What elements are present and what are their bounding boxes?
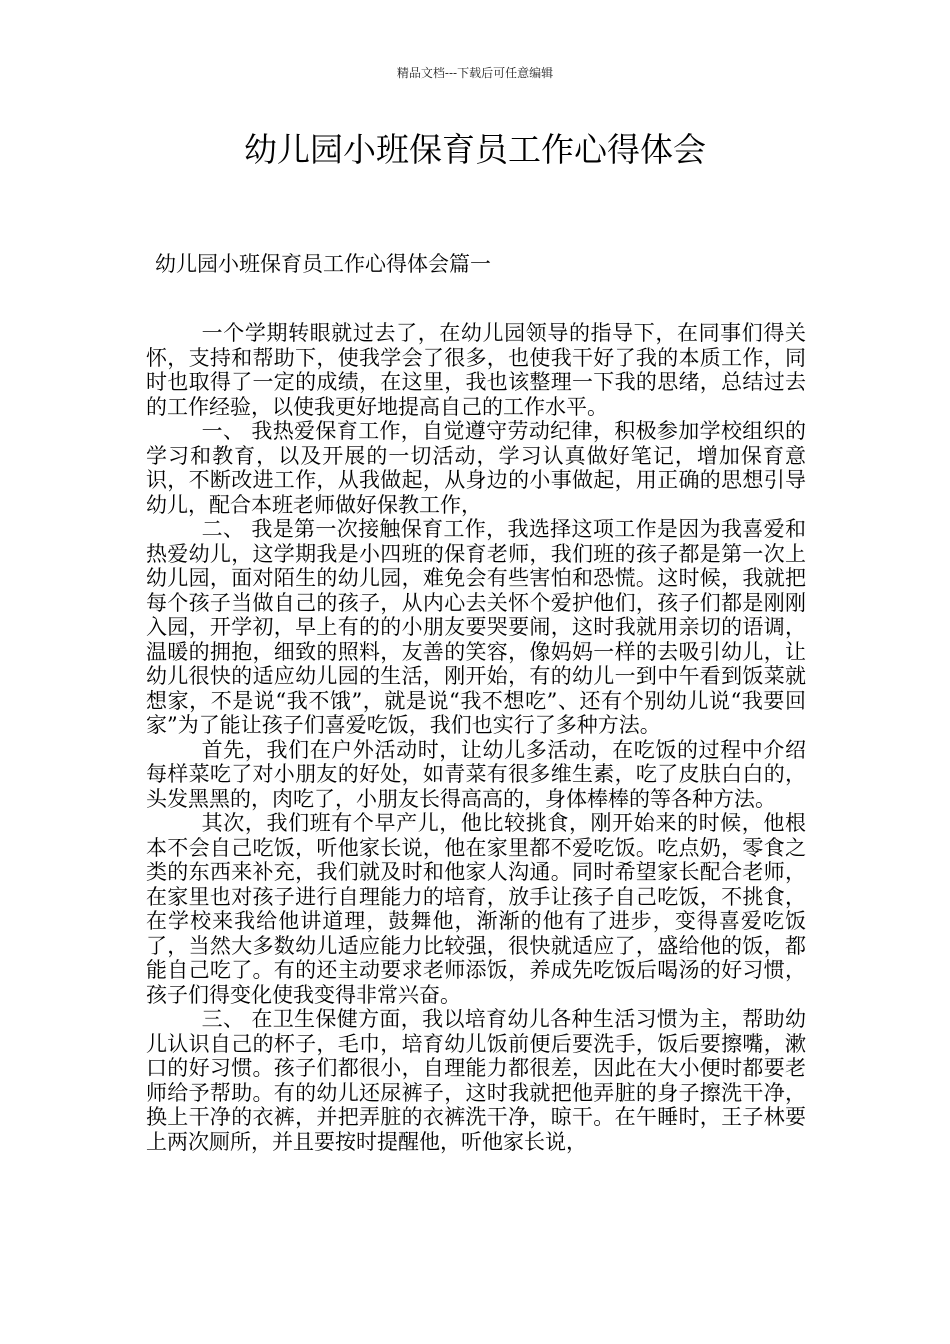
paragraph: 二、 我是第一次接触保育工作，我选择这项工作是因为我喜爱和热爱幼儿，这学期我是小四班的保育老师，我们班的孩子都是第一次上幼儿园，面对陌生的幼儿园，难免会有些害怕和恐慌。这时候，我就把每个孩子当做自己的孩子，从内心去关怀个爱护他们，孩子们都是刚刚入园，开学初，早上有的的小朋友要哭要闹，这时我就用亲切的语调，温暖的拥抱，细致的照料，友善的笑容，像妈妈一样的去吸引幼儿，让幼儿很快的适应幼儿园的生活，刚开始，有的幼儿一到中午看到饭菜就想家，不是说“我不饿”，就是说“我不想吃”、还有个别幼儿说“我要回家”为了能让孩子们喜爱吃饭，我们也实行了多种方法。 <box>146 517 806 737</box>
section-title: 幼儿园小班保育员工作心得体会篇一 <box>155 252 491 276</box>
document-body <box>146 321 806 1154</box>
paragraph: 一个学期转眼就过去了，在幼儿园领导的指导下，在同事们得关怀，支持和帮助下，使我学会了很多，也使我干好了我的本质工作，同时也取得了一定的成绩，在这里，我也该整理一下我的思绪，总结过去的工作经验，以使我更好地提高自己的工作水平。 <box>146 321 806 419</box>
document-title: 幼儿园小班保育员工作心得体会 <box>244 130 706 169</box>
paragraph: 首先，我们在户外活动时，让幼儿多活动，在吃饭的过程中介绍每样菜吃了对小朋友的好处，如青菜有很多维生素，吃了皮肤白白的，头发黑黑的，肉吃了，小朋友长得高高的，身体棒棒的等各种方法。 <box>146 737 806 811</box>
paragraph: 其次，我们班有个早产儿，他比较挑食，刚开始来的时候，他根本不会自己吃饭，听他家长说，他在家里都不爱吃饭。吃点奶，零食之类的东西来补充，我们就及时和他家人沟通。同时希望家长配合老师，在家里也对孩子进行自理能力的培育，放手让孩子自己吃饭，不挑食，在学校来我给他讲道理，鼓舞他，渐渐的他有了进步，变得喜爱吃饭了，当然大多数幼儿适应能力比较强，很快就适应了，盛给他的饭，都能自己吃了。有的还主动要求老师添饭，养成先吃饭后喝汤的好习惯，孩子们得变化使我变得非常兴奋。 <box>146 811 806 1007</box>
paragraph: 一、 我热爱保育工作，自觉遵守劳动纪律，积极参加学校组织的学习和教育，以及开展的一切活动，学习认真做好笔记，增加保育意识，不断改进工作，从我做起，从身边的小事做起，用正确的思想引导幼儿，配合本班老师做好保教工作， <box>146 419 806 517</box>
paragraph: 三、 在卫生保健方面，我以培育幼儿各种生活习惯为主，帮助幼儿认识自己的杯子，毛巾，培育幼儿饭前便后要洗手，饭后要擦嘴，漱口的好习惯。孩子们都很小，自理能力都很差，因此在大小便时都要老师给予帮助。有的幼儿还尿裤子，这时我就把他弄脏的身子擦洗干净，换上干净的衣裤，并把弄脏的衣裤洗干净，晾干。在午睡时，王子林要上两次厕所，并且要按时提醒他，听他家长说， <box>146 1007 806 1154</box>
header-note: 精品文档---下载后可任意编辑 <box>396 66 554 80</box>
